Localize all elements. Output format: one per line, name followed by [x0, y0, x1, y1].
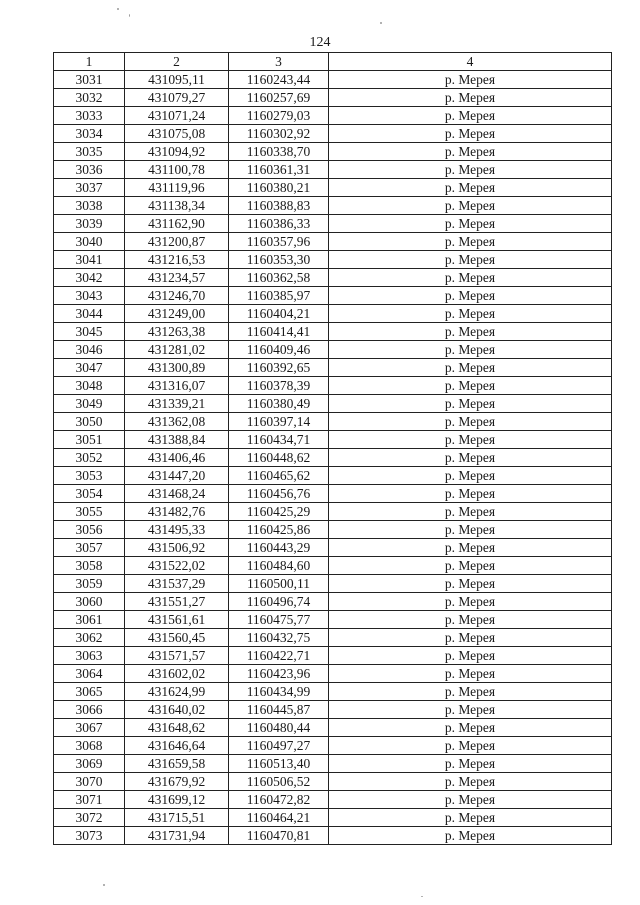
y-coordinate-cell: 1160470,81 — [229, 827, 329, 845]
object-name-cell: р. Мерея — [329, 377, 612, 395]
table-row — [54, 179, 612, 197]
point-number-cell: 3039 — [54, 215, 125, 233]
table-row — [54, 737, 612, 755]
y-coordinate-cell: 1160353,30 — [229, 251, 329, 269]
x-coordinate-cell: 431537,29 — [125, 575, 229, 593]
table-row — [54, 827, 612, 845]
point-number-cell: 3046 — [54, 341, 125, 359]
point-number-cell: 3043 — [54, 287, 125, 305]
coordinates-table — [53, 52, 612, 845]
x-coordinate-cell: 431281,02 — [125, 341, 229, 359]
x-coordinate-cell: 431602,02 — [125, 665, 229, 683]
y-coordinate-cell: 1160380,49 — [229, 395, 329, 413]
y-coordinate-cell: 1160500,11 — [229, 575, 329, 593]
y-coordinate-cell: 1160445,87 — [229, 701, 329, 719]
point-number-cell: 3069 — [54, 755, 125, 773]
y-coordinate-cell: 1160302,92 — [229, 125, 329, 143]
object-name-cell: р. Мерея — [329, 359, 612, 377]
y-coordinate-cell: 1160475,77 — [229, 611, 329, 629]
page-number: 124 — [309, 35, 331, 50]
x-coordinate-cell: 431249,00 — [125, 305, 229, 323]
object-name-cell: р. Мерея — [329, 323, 612, 341]
point-number-cell: 3057 — [54, 539, 125, 557]
point-number-cell: 3067 — [54, 719, 125, 737]
table-row — [54, 269, 612, 287]
object-name-cell: р. Мерея — [329, 575, 612, 593]
object-name-cell: р. Мерея — [329, 827, 612, 845]
table-row — [54, 485, 612, 503]
x-coordinate-cell: 431246,70 — [125, 287, 229, 305]
point-number-cell: 3056 — [54, 521, 125, 539]
table-row — [54, 125, 612, 143]
x-coordinate-cell: 431362,08 — [125, 413, 229, 431]
table-row — [54, 341, 612, 359]
point-number-cell: 3060 — [54, 593, 125, 611]
object-name-cell: р. Мерея — [329, 467, 612, 485]
x-coordinate-cell: 431100,78 — [125, 161, 229, 179]
table-row — [54, 161, 612, 179]
table-row — [54, 683, 612, 701]
x-coordinate-cell: 431522,02 — [125, 557, 229, 575]
point-number-cell: 3051 — [54, 431, 125, 449]
x-coordinate-cell: 431571,57 — [125, 647, 229, 665]
scan-speck — [103, 884, 105, 886]
point-number-cell: 3036 — [54, 161, 125, 179]
table-row — [54, 773, 612, 791]
scan-speck — [117, 8, 119, 10]
y-coordinate-cell: 1160513,40 — [229, 755, 329, 773]
point-number-cell: 3033 — [54, 107, 125, 125]
y-coordinate-cell: 1160422,71 — [229, 647, 329, 665]
y-coordinate-cell: 1160434,99 — [229, 683, 329, 701]
point-number-cell: 3068 — [54, 737, 125, 755]
y-coordinate-cell: 1160484,60 — [229, 557, 329, 575]
point-number-cell: 3050 — [54, 413, 125, 431]
object-name-cell: р. Мерея — [329, 179, 612, 197]
point-number-cell: 3061 — [54, 611, 125, 629]
object-name-cell: р. Мерея — [329, 341, 612, 359]
object-name-cell: р. Мерея — [329, 593, 612, 611]
table-row — [54, 557, 612, 575]
x-coordinate-cell: 431079,27 — [125, 89, 229, 107]
scan-speck — [421, 896, 423, 897]
y-coordinate-cell: 1160243,44 — [229, 71, 329, 89]
table-header-row — [54, 53, 612, 71]
x-coordinate-cell: 431624,99 — [125, 683, 229, 701]
point-number-cell: 3049 — [54, 395, 125, 413]
point-number-cell: 3037 — [54, 179, 125, 197]
point-number-cell: 3055 — [54, 503, 125, 521]
point-number-cell: 3034 — [54, 125, 125, 143]
y-coordinate-cell: 1160432,75 — [229, 629, 329, 647]
object-name-cell: р. Мерея — [329, 683, 612, 701]
y-coordinate-cell: 1160404,21 — [229, 305, 329, 323]
y-coordinate-cell: 1160425,86 — [229, 521, 329, 539]
column-header-2: 2 — [125, 53, 229, 71]
point-number-cell: 3041 — [54, 251, 125, 269]
x-coordinate-cell: 431679,92 — [125, 773, 229, 791]
y-coordinate-cell: 1160409,46 — [229, 341, 329, 359]
x-coordinate-cell: 431094,92 — [125, 143, 229, 161]
table-row — [54, 107, 612, 125]
object-name-cell: р. Мерея — [329, 89, 612, 107]
table-row — [54, 143, 612, 161]
scan-speck — [380, 22, 382, 24]
table-row — [54, 647, 612, 665]
object-name-cell: р. Мерея — [329, 773, 612, 791]
object-name-cell: р. Мерея — [329, 233, 612, 251]
table-row — [54, 431, 612, 449]
table-row — [54, 539, 612, 557]
object-name-cell: р. Мерея — [329, 521, 612, 539]
table-row — [54, 233, 612, 251]
table-row — [54, 629, 612, 647]
y-coordinate-cell: 1160338,70 — [229, 143, 329, 161]
point-number-cell: 3064 — [54, 665, 125, 683]
y-coordinate-cell: 1160480,44 — [229, 719, 329, 737]
x-coordinate-cell: 431162,90 — [125, 215, 229, 233]
object-name-cell: р. Мерея — [329, 629, 612, 647]
y-coordinate-cell: 1160357,96 — [229, 233, 329, 251]
point-number-cell: 3054 — [54, 485, 125, 503]
table-row — [54, 377, 612, 395]
table-body — [54, 71, 612, 845]
object-name-cell: р. Мерея — [329, 557, 612, 575]
object-name-cell: р. Мерея — [329, 269, 612, 287]
point-number-cell: 3070 — [54, 773, 125, 791]
x-coordinate-cell: 431560,45 — [125, 629, 229, 647]
table-row — [54, 521, 612, 539]
table-row — [54, 755, 612, 773]
y-coordinate-cell: 1160425,29 — [229, 503, 329, 521]
y-coordinate-cell: 1160496,74 — [229, 593, 329, 611]
object-name-cell: р. Мерея — [329, 251, 612, 269]
y-coordinate-cell: 1160386,33 — [229, 215, 329, 233]
y-coordinate-cell: 1160362,58 — [229, 269, 329, 287]
table-row — [54, 305, 612, 323]
table-row — [54, 575, 612, 593]
y-coordinate-cell: 1160361,31 — [229, 161, 329, 179]
table-row — [54, 503, 612, 521]
object-name-cell: р. Мерея — [329, 71, 612, 89]
object-name-cell: р. Мерея — [329, 215, 612, 233]
x-coordinate-cell: 431075,08 — [125, 125, 229, 143]
x-coordinate-cell: 431648,62 — [125, 719, 229, 737]
x-coordinate-cell: 431447,20 — [125, 467, 229, 485]
x-coordinate-cell: 431561,61 — [125, 611, 229, 629]
x-coordinate-cell: 431339,21 — [125, 395, 229, 413]
x-coordinate-cell: 431699,12 — [125, 791, 229, 809]
x-coordinate-cell: 431263,38 — [125, 323, 229, 341]
x-coordinate-cell: 431468,24 — [125, 485, 229, 503]
object-name-cell: р. Мерея — [329, 305, 612, 323]
point-number-cell: 3062 — [54, 629, 125, 647]
x-coordinate-cell: 431300,89 — [125, 359, 229, 377]
x-coordinate-cell: 431138,34 — [125, 197, 229, 215]
point-number-cell: 3045 — [54, 323, 125, 341]
point-number-cell: 3042 — [54, 269, 125, 287]
y-coordinate-cell: 1160388,83 — [229, 197, 329, 215]
table-row — [54, 467, 612, 485]
point-number-cell: 3073 — [54, 827, 125, 845]
table-row — [54, 611, 612, 629]
x-coordinate-cell: 431095,11 — [125, 71, 229, 89]
x-coordinate-cell: 431715,51 — [125, 809, 229, 827]
point-number-cell: 3063 — [54, 647, 125, 665]
x-coordinate-cell: 431200,87 — [125, 233, 229, 251]
object-name-cell: р. Мерея — [329, 737, 612, 755]
y-coordinate-cell: 1160465,62 — [229, 467, 329, 485]
table-row — [54, 197, 612, 215]
x-coordinate-cell: 431234,57 — [125, 269, 229, 287]
x-coordinate-cell: 431646,64 — [125, 737, 229, 755]
x-coordinate-cell: 431316,07 — [125, 377, 229, 395]
x-coordinate-cell: 431551,27 — [125, 593, 229, 611]
table-row — [54, 251, 612, 269]
object-name-cell: р. Мерея — [329, 449, 612, 467]
x-coordinate-cell: 431482,76 — [125, 503, 229, 521]
column-header-4: 4 — [329, 53, 612, 71]
table-row — [54, 701, 612, 719]
point-number-cell: 3052 — [54, 449, 125, 467]
x-coordinate-cell: 431731,94 — [125, 827, 229, 845]
point-number-cell: 3053 — [54, 467, 125, 485]
x-coordinate-cell: 431388,84 — [125, 431, 229, 449]
table-row — [54, 449, 612, 467]
y-coordinate-cell: 1160378,39 — [229, 377, 329, 395]
object-name-cell: р. Мерея — [329, 791, 612, 809]
object-name-cell: р. Мерея — [329, 647, 612, 665]
x-coordinate-cell: 431119,96 — [125, 179, 229, 197]
table-row — [54, 323, 612, 341]
table-row — [54, 665, 612, 683]
x-coordinate-cell: 431506,92 — [125, 539, 229, 557]
point-number-cell: 3035 — [54, 143, 125, 161]
x-coordinate-cell: 431659,58 — [125, 755, 229, 773]
point-number-cell: 3031 — [54, 71, 125, 89]
object-name-cell: р. Мерея — [329, 287, 612, 305]
y-coordinate-cell: 1160414,41 — [229, 323, 329, 341]
object-name-cell: р. Мерея — [329, 719, 612, 737]
object-name-cell: р. Мерея — [329, 161, 612, 179]
point-number-cell: 3071 — [54, 791, 125, 809]
table-row — [54, 413, 612, 431]
scan-speck — [129, 14, 130, 17]
object-name-cell: р. Мерея — [329, 701, 612, 719]
object-name-cell: р. Мерея — [329, 107, 612, 125]
table-row — [54, 593, 612, 611]
object-name-cell: р. Мерея — [329, 485, 612, 503]
y-coordinate-cell: 1160380,21 — [229, 179, 329, 197]
table-row — [54, 395, 612, 413]
point-number-cell: 3044 — [54, 305, 125, 323]
table-row — [54, 791, 612, 809]
point-number-cell: 3040 — [54, 233, 125, 251]
x-coordinate-cell: 431495,33 — [125, 521, 229, 539]
object-name-cell: р. Мерея — [329, 413, 612, 431]
table-row — [54, 719, 612, 737]
y-coordinate-cell: 1160434,71 — [229, 431, 329, 449]
object-name-cell: р. Мерея — [329, 665, 612, 683]
column-header-3: 3 — [229, 53, 329, 71]
y-coordinate-cell: 1160385,97 — [229, 287, 329, 305]
y-coordinate-cell: 1160497,27 — [229, 737, 329, 755]
y-coordinate-cell: 1160423,96 — [229, 665, 329, 683]
point-number-cell: 3065 — [54, 683, 125, 701]
y-coordinate-cell: 1160392,65 — [229, 359, 329, 377]
table-row — [54, 809, 612, 827]
y-coordinate-cell: 1160448,62 — [229, 449, 329, 467]
y-coordinate-cell: 1160443,29 — [229, 539, 329, 557]
table-row — [54, 359, 612, 377]
point-number-cell: 3038 — [54, 197, 125, 215]
y-coordinate-cell: 1160464,21 — [229, 809, 329, 827]
table-row — [54, 89, 612, 107]
object-name-cell: р. Мерея — [329, 431, 612, 449]
y-coordinate-cell: 1160506,52 — [229, 773, 329, 791]
point-number-cell: 3048 — [54, 377, 125, 395]
point-number-cell: 3047 — [54, 359, 125, 377]
object-name-cell: р. Мерея — [329, 125, 612, 143]
point-number-cell: 3058 — [54, 557, 125, 575]
object-name-cell: р. Мерея — [329, 611, 612, 629]
object-name-cell: р. Мерея — [329, 809, 612, 827]
y-coordinate-cell: 1160456,76 — [229, 485, 329, 503]
x-coordinate-cell: 431406,46 — [125, 449, 229, 467]
x-coordinate-cell: 431216,53 — [125, 251, 229, 269]
x-coordinate-cell: 431071,24 — [125, 107, 229, 125]
column-header-1: 1 — [54, 53, 125, 71]
table-row — [54, 287, 612, 305]
x-coordinate-cell: 431640,02 — [125, 701, 229, 719]
y-coordinate-cell: 1160397,14 — [229, 413, 329, 431]
object-name-cell: р. Мерея — [329, 197, 612, 215]
table-row — [54, 71, 612, 89]
point-number-cell: 3066 — [54, 701, 125, 719]
point-number-cell: 3032 — [54, 89, 125, 107]
y-coordinate-cell: 1160257,69 — [229, 89, 329, 107]
object-name-cell: р. Мерея — [329, 503, 612, 521]
y-coordinate-cell: 1160472,82 — [229, 791, 329, 809]
object-name-cell: р. Мерея — [329, 755, 612, 773]
object-name-cell: р. Мерея — [329, 143, 612, 161]
point-number-cell: 3059 — [54, 575, 125, 593]
y-coordinate-cell: 1160279,03 — [229, 107, 329, 125]
object-name-cell: р. Мерея — [329, 539, 612, 557]
point-number-cell: 3072 — [54, 809, 125, 827]
table-row — [54, 215, 612, 233]
object-name-cell: р. Мерея — [329, 395, 612, 413]
